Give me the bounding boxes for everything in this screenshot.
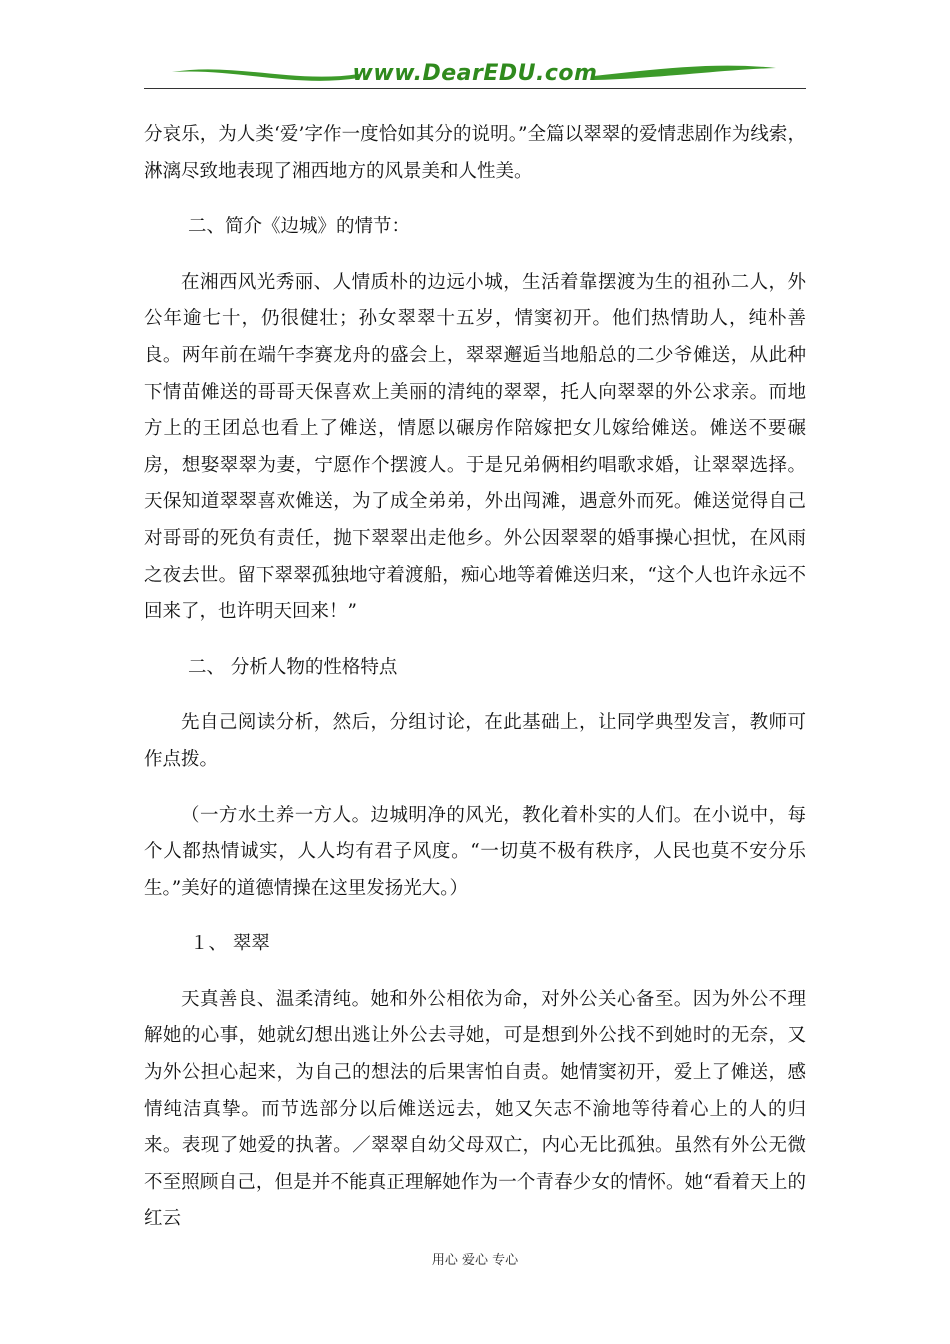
paragraph-intro: 分哀乐，为人类‘爱’字作一度恰如其分的说明。”全篇以翠翠的爱情悲剧作为线索，淋漓尽致地表现了湘西地方的风景美和人性美。 bbox=[144, 124, 806, 182]
subheading-cuicui: １、 翠翠 bbox=[190, 933, 270, 955]
paragraph-note: （一方水土养一方人。边城明净的风光，教化着朴实的人们。在小说中，每个人都热情诚实，人人均有君子风度。“一切莫不极有秩序，人民也莫不安分乐生。”美好的道德情操在这里发扬光大。） bbox=[144, 804, 806, 899]
document-body bbox=[144, 117, 806, 1257]
paragraph-instructions: 先自己阅读分析，然后，分组讨论，在此基础上，让同学典型发言，教师可作点拨。 bbox=[144, 712, 806, 770]
section-heading-plot: 二、简介《边城》的情节： bbox=[188, 216, 411, 238]
paragraph-cuicui: 天真善良、温柔清纯。她和外公相依为命，对外公关心备至。因为外公不理解她的心事，她就幻想出逃让外公去寻她，可是想到外公找不到她时的无奈，又为外公担心起来，为自己的想法的后果害怕自责。她情窦初开，爱上了傩送，感情纯洁真挚。而节选部分以后傩送远去，她又矢志不渝地等待着心上的人的归来。表现了她爱的执著。／翠翠自幼父母双亡，内心无比孤独。虽然有外公无微不至照顾自己，但是并不能真正理解她作为一个青春少女的情怀。她“看着天上的红云 bbox=[144, 988, 806, 1230]
site-url: www.DearEDU.com bbox=[352, 61, 598, 86]
page-footer: 用心 爱心 专心 bbox=[431, 1253, 519, 1268]
paragraph-plot: 在湘西风光秀丽、人情质朴的边远小城，生活着靠摆渡为生的祖孙二人，外公年逾七十，仍很健壮；孙女翠翠十五岁，情窦初开。他们热情助人，纯朴善良。两年前在端午李赛龙舟的盛会上，翠翠邂逅当地船总的二少爷傩送，从此种下情苗傩送的哥哥天保喜欢上美丽的清纯的翠翠，托人向翠翠的外公求亲。而地方上的王团总也看上了傩送，情愿以碾房作陪嫁把女儿嫁给傩送。傩送不要碾房，想娶翠翠为妻，宁愿作个摆渡人。于是兄弟俩相约唱歌求婚，让翠翠选择。天保知道翠翠喜欢傩送，为了成全弟弟，外出闯滩，遇意外而死。傩送觉得自己对哥哥的死负有责任，抛下翠翠出走他乡。外公因翠翠的婚事操心担忧，在风雨之夜去世。留下翠翠孤独地守着渡船，痴心地等着傩送归来，“这个人也许永远不回来了，也许明天回来！” bbox=[144, 271, 806, 623]
section-heading-characters: 二、 分析人物的性格特点 bbox=[188, 656, 398, 678]
header-divider bbox=[144, 88, 806, 89]
site-header-banner bbox=[144, 58, 806, 92]
